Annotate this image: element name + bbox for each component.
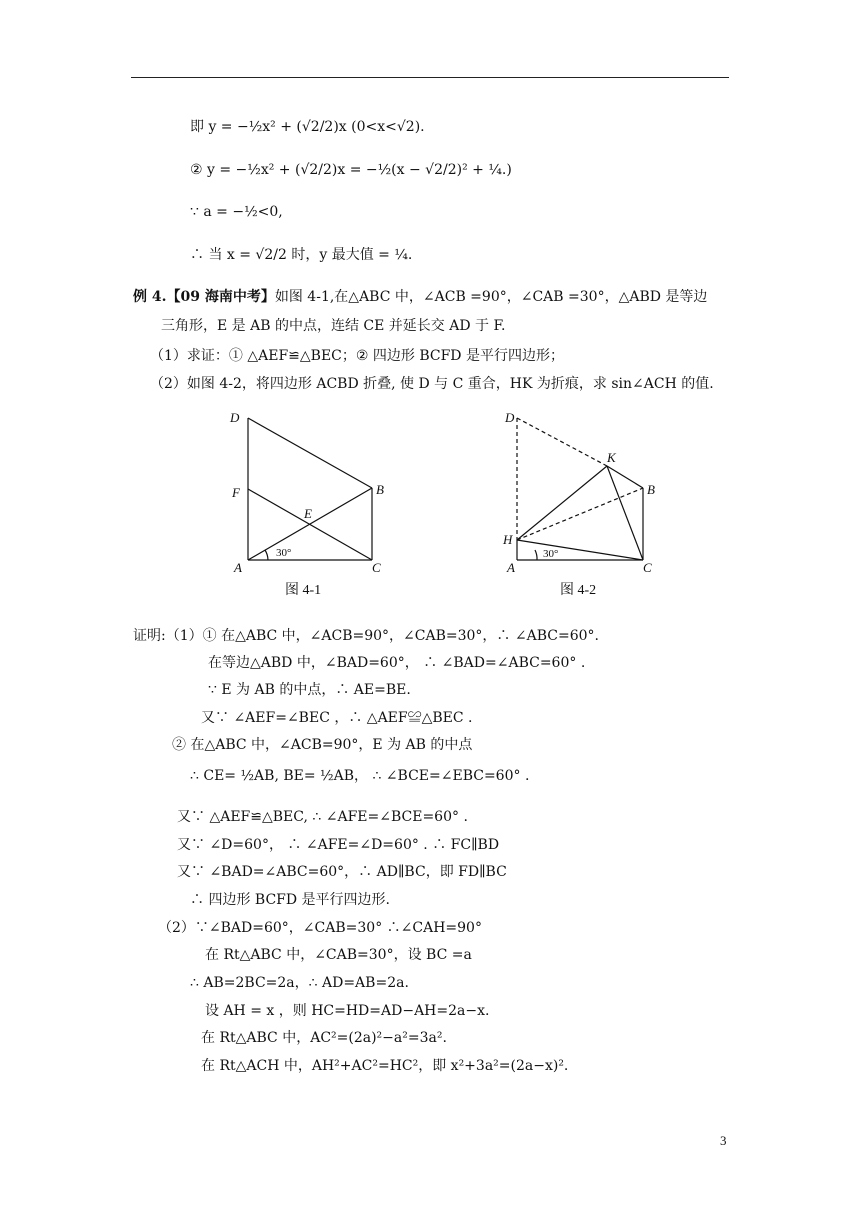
label-c: C: [643, 560, 652, 575]
text-line: ∴ 当 x = √2/2 时，y 最大值 = ¼.: [190, 247, 413, 263]
figure-caption: 图 4-1: [285, 583, 322, 598]
label-b: B: [647, 482, 655, 497]
proof-line: ∴ 四边形 BCFD 是平行四边形.: [190, 892, 390, 908]
proof-line: 证明:（1）① 在△ABC 中，∠ACB=90°，∠CAB=30°，∴ ∠ABC=60°.: [133, 628, 599, 644]
proof-line: ② 在△ABC 中，∠ACB=90°，E 为 AB 的中点: [172, 737, 473, 753]
proof-line: 在 Rt△ACH 中，AH²+AC²=HC²，即 x²+3a²=(2a−x)².: [201, 1058, 569, 1074]
example-label: 例 4.【09 海南中考】: [133, 289, 275, 305]
example-text: 三角形，E 是 AB 的中点，连结 CE 并延长交 AD 于 F.: [161, 318, 506, 334]
proof-line: ∴ CE= ½AB, BE= ½AB， ∴ ∠BCE=∠EBC=60° .: [190, 768, 530, 784]
segment-kb: [607, 466, 643, 488]
figure-4-1: [220, 400, 410, 585]
proof-line: 在 Rt△ABC 中，AC²=(2a)²−a²=3a².: [201, 1030, 447, 1046]
segment-hk: [517, 466, 607, 540]
proof-line: 又∵ △AEF≌△BEC, ∴ ∠AFE=∠BCE=60° .: [177, 809, 468, 825]
figure-caption: 图 4-2: [560, 583, 597, 598]
segment-db: [248, 418, 372, 488]
segment-kc: [607, 466, 643, 560]
segment-ab-dashed: [517, 488, 643, 540]
label-d: D: [230, 410, 240, 425]
label-b: B: [376, 482, 384, 497]
segment-dk-dashed: [517, 418, 607, 466]
angle-label: 30°: [276, 547, 292, 559]
proof-line: 在 Rt△ABC 中，∠CAB=30°，设 BC =a: [205, 947, 472, 963]
proof-line: 又∵ ∠D=60°， ∴ ∠AFE=∠D=60° . ∴ FC∥BD: [177, 837, 500, 853]
question-1: （1）求证：① △AEF≌△BEC；② 四边形 BCFD 是平行四边形；: [150, 348, 564, 364]
label-d: D: [505, 410, 515, 425]
question-2: （2）如图 4-2，将四边形 ACBD 折叠, 使 D 与 C 重合，HK 为折痕，求 sin∠ACH 的值.: [150, 376, 714, 392]
label-e: E: [304, 506, 312, 521]
label-f: F: [232, 485, 240, 500]
label-k: K: [607, 450, 616, 465]
example-text: 如图 4-1,在△ABC 中，∠ACB =90°，∠CAB =30°，△ABD 是等边: [274, 289, 708, 305]
label-c: C: [372, 560, 381, 575]
figure-4-2: [495, 400, 685, 585]
text-line: ② y = −½x² + (√2/2)x = −½(x − √2/2)² + ¼.): [190, 162, 512, 178]
angle-arc: [535, 550, 537, 560]
text-line: ∵ a = −½<0,: [190, 204, 283, 220]
proof-line: ∴ AB=2BC=2a，∴ AD=AB=2a.: [190, 975, 409, 991]
proof-line: 在等边△ABD 中，∠BAD=60°， ∴ ∠BAD=∠ABC=60° .: [208, 655, 586, 671]
text-line: 即 y = −½x² + (√2/2)x (0<x<√2).: [190, 119, 425, 135]
label-h: H: [503, 532, 513, 547]
proof-line: ∵ E 为 AB 的中点，∴ AE=BE.: [208, 682, 411, 698]
label-a: A: [234, 560, 242, 575]
proof-line: 设 AH = x ，则 HC=HD=AD−AH=2a−x.: [205, 1003, 490, 1019]
label-a: A: [507, 560, 515, 575]
angle-arc: [265, 550, 268, 560]
angle-label: 30°: [543, 548, 559, 560]
proof-line: （2）∵∠BAD=60°，∠CAB=30° ∴∠CAH=90°: [158, 920, 482, 936]
page-number: 3: [720, 1133, 727, 1148]
proof-line: 又∵ ∠AEF=∠BEC ，∴ △AEF≌△BEC .: [201, 710, 473, 726]
segment-hc: [517, 540, 643, 560]
header-rule: [131, 77, 729, 78]
example-heading: [133, 287, 707, 307]
proof-line: 又∵ ∠BAD=∠ABC=60°，∴ AD∥BC，即 FD∥BC: [177, 864, 507, 880]
